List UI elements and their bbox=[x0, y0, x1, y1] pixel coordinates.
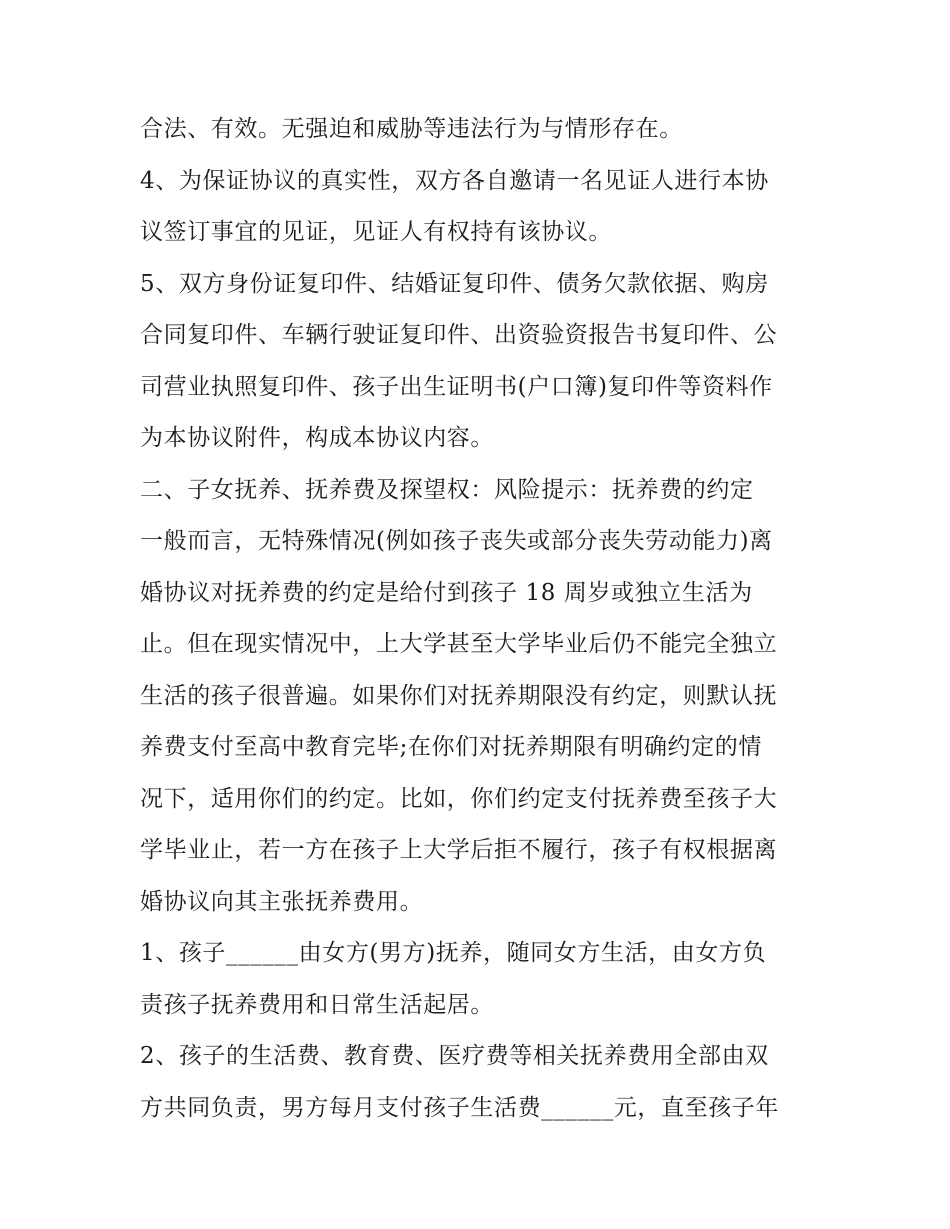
text-line: 生活的孩子很普遍。如果你们对抚养期限没有约定，则默认抚 bbox=[140, 682, 778, 709]
text-line: 合同复印件、车辆行驶证复印件、出资验资报告书复印件、公 bbox=[140, 322, 778, 348]
text-line: 养费支付至高中教育完毕;在你们对抚养期限有明确约定的情 bbox=[140, 734, 762, 760]
text-line: 议签订事宜的见证，见证人有权持有该协议。 bbox=[140, 219, 612, 245]
text-line: 为本协议附件，构成本协议内容。 bbox=[140, 425, 494, 451]
text-line: 5、双方身份证复印件、结婚证复印件、债务欠款依据、购房 bbox=[140, 270, 769, 297]
text-line: 合法、有效。无强迫和威胁等违法行为与情形存在。 bbox=[140, 116, 683, 142]
text-line: 婚协议对抚养费的约定是给付到孩子 18 周岁或独立生活为 bbox=[140, 579, 753, 606]
text-line: 方共同负责，男方每月支付孩子生活费______元，直至孩子年 bbox=[140, 1094, 779, 1121]
text-line: 学毕业止，若一方在孩子上大学后拒不履行，孩子有权根据离 bbox=[140, 837, 778, 863]
text-line: 2、孩子的生活费、教育费、医疗费等相关抚养费用全部由双 bbox=[140, 1043, 769, 1069]
text-line: 责孩子抚养费用和日常生活起居。 bbox=[140, 991, 494, 1018]
text-line: 1、孩子______由女方(男方)抚养，随同女方生活，由女方负 bbox=[140, 940, 767, 966]
text-line: 一般而言，无特殊情况(例如孩子丧失或部分丧失劳动能力)离 bbox=[140, 528, 773, 554]
text-line: 4、为保证协议的真实性，双方各自邀请一名见证人进行本协 bbox=[140, 167, 769, 194]
text-line: 止。但在现实情况中，上大学甚至大学毕业后仍不能完全独立 bbox=[140, 631, 778, 657]
text-line: 司营业执照复印件、孩子出生证明书(户口簿)复印件等资料作 bbox=[140, 373, 773, 400]
text-line: 况下，适用你们的约定。比如，你们约定支付抚养费至孩子大 bbox=[140, 785, 778, 812]
text-line: 二、子女抚养、抚养费及探望权：风险提示：抚养费的约定 bbox=[140, 476, 754, 503]
text-line: 婚协议向其主张抚养费用。 bbox=[140, 888, 424, 915]
document-body bbox=[140, 104, 840, 1134]
